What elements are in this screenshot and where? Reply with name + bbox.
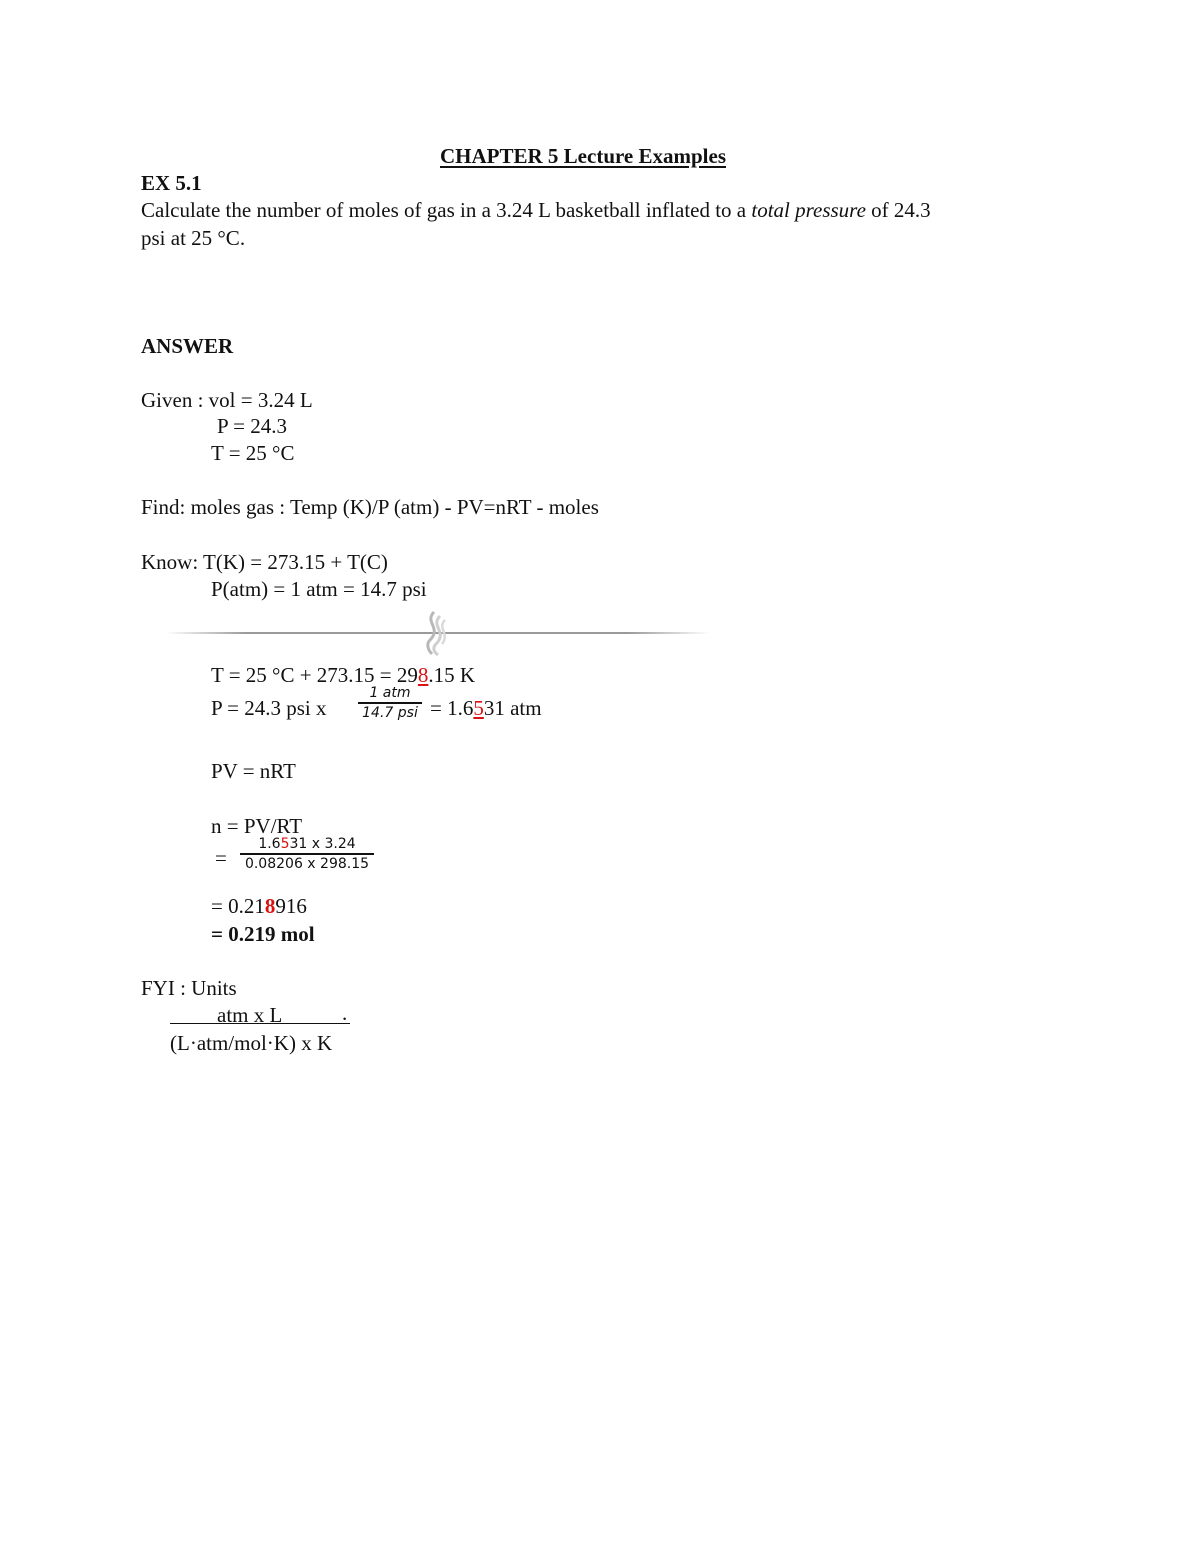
flame-logo-icon <box>420 610 452 656</box>
pressure-significant-digit: 5 <box>473 696 484 720</box>
pressure-result-tail: 31 atm <box>483 696 542 720</box>
n-equation: n = PV/RT <box>211 814 303 838</box>
n-numerator-a: 1.6 <box>258 836 281 852</box>
given-temperature: T = 25 °C <box>211 441 295 465</box>
fyi-numerator-dot: . <box>342 1001 348 1025</box>
page-title: CHAPTER 5 Lecture Examples <box>440 144 727 168</box>
temp-conversion-tail: .15 K <box>428 663 476 687</box>
pressure-fraction <box>358 686 422 720</box>
pressure-denominator: 14.7 psi <box>362 705 418 721</box>
n-numerator-significant-digit: 5 <box>280 836 290 852</box>
question-line-2: psi at 25 °C. <box>141 226 246 250</box>
pressure-result <box>430 698 542 719</box>
n-numerator <box>258 837 355 851</box>
given-volume: Given : vol = 3.24 L <box>141 388 313 412</box>
pressure-result-text: = 1.6 <box>430 696 474 720</box>
question-text-a: Calculate the number of moles of gas in a 3.24 L basketball inflated to a <box>141 198 752 222</box>
n-result-significant-digit: 8 <box>264 894 276 918</box>
question-text-b: of 24.3 <box>865 198 931 222</box>
fyi-numerator: atm x L <box>217 1003 283 1027</box>
find-line: Find: moles gas : Temp (K)/P (atm) - PV=nRT - moles <box>141 495 599 519</box>
n-fraction <box>240 837 374 871</box>
pressure-fraction-bar <box>358 702 422 704</box>
n-denominator: 0.08206 x 298.15 <box>244 856 370 872</box>
question-text-italic: total pressure <box>751 198 866 222</box>
pressure-conversion-label: P = 24.3 psi x <box>211 696 327 720</box>
pressure-numerator: 1 atm <box>369 685 411 701</box>
temp-significant-digit: 8 <box>417 663 429 687</box>
temp-conversion-text: T = 25 °C + 273.15 = 29 <box>211 663 418 687</box>
n-numerator-b: 31 x 3.24 <box>289 836 356 852</box>
know-line-2: P(atm) = 1 atm = 14.7 psi <box>211 577 427 601</box>
ideal-gas-law: PV = nRT <box>211 759 296 783</box>
n-equals-sign: = <box>215 846 227 870</box>
know-line-1: Know: T(K) = 273.15 + T(C) <box>141 550 388 574</box>
n-result-tail: 916 <box>275 894 307 918</box>
n-result <box>211 896 307 917</box>
given-pressure: P = 24.3 <box>217 414 287 438</box>
question-line-1 <box>141 200 931 221</box>
n-result-text: = 0.21 <box>211 894 265 918</box>
answer-heading: ANSWER <box>141 334 234 358</box>
fyi-label: FYI : Units <box>141 976 237 1000</box>
fyi-fraction-bar <box>170 1023 350 1024</box>
fyi-denominator: (L·atm/mol·K) x K <box>170 1031 333 1055</box>
n-fraction-bar <box>240 853 374 855</box>
example-label: EX 5.1 <box>141 171 202 195</box>
temperature-conversion <box>211 665 475 686</box>
final-answer: = 0.219 mol <box>211 922 315 946</box>
